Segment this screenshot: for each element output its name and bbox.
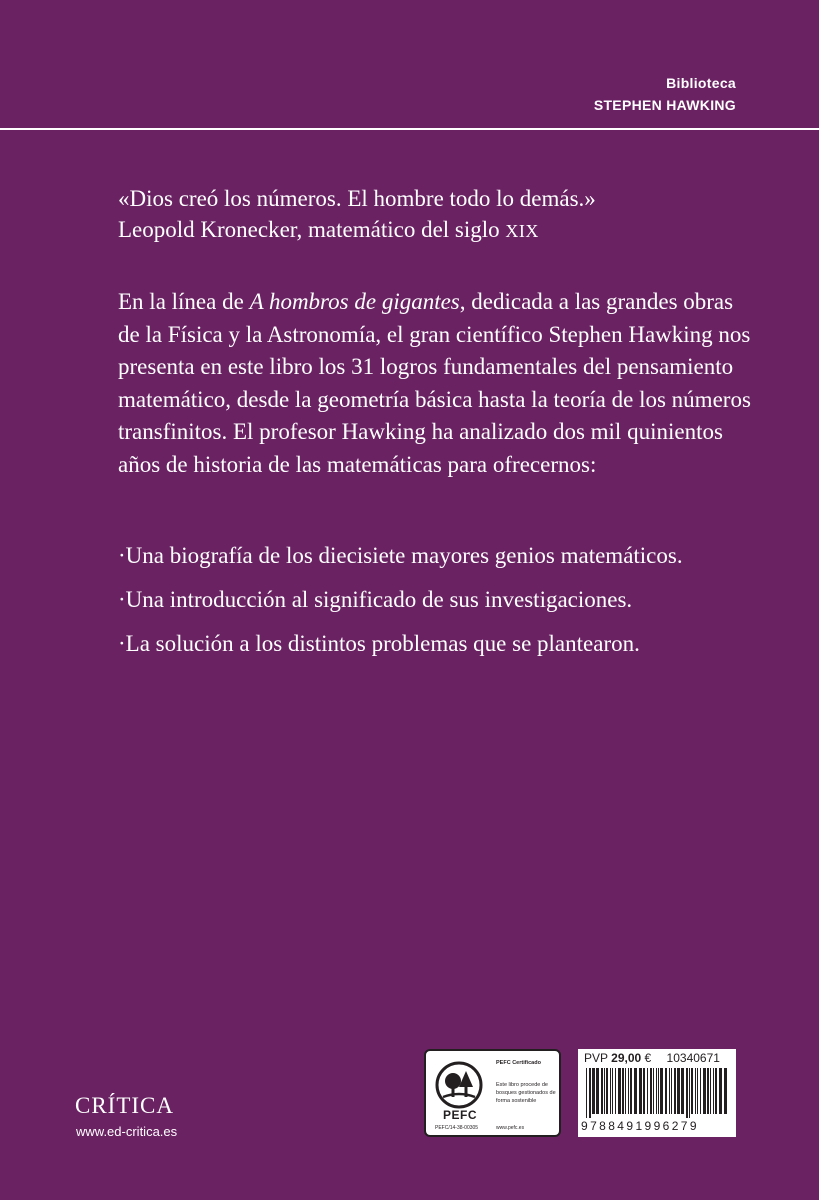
barcode-bar bbox=[686, 1068, 688, 1118]
barcode-bar bbox=[639, 1068, 642, 1114]
attribution-text: Leopold Kronecker, matemático del siglo bbox=[118, 217, 500, 242]
pefc-url: www.pefc.es bbox=[496, 1125, 525, 1131]
epigraph-attribution bbox=[118, 214, 758, 247]
description-lead: En la línea de bbox=[118, 289, 250, 314]
epigraph bbox=[118, 183, 758, 247]
barcode-bar bbox=[671, 1068, 672, 1114]
barcode-bar bbox=[656, 1068, 657, 1114]
barcode-bar bbox=[650, 1068, 652, 1114]
barcode-bar bbox=[719, 1068, 722, 1114]
barcode-bar bbox=[601, 1068, 603, 1114]
pefc-certification-label bbox=[424, 1049, 561, 1137]
barcode-bar bbox=[634, 1068, 637, 1114]
barcode-bar bbox=[707, 1068, 709, 1114]
description-book-title: A hombros de gigantes bbox=[249, 289, 460, 314]
pefc-description: Este libro procede de bosques gestionados de forma sostenible bbox=[496, 1082, 556, 1104]
barcode-bar bbox=[625, 1068, 626, 1114]
product-code: 10340671 bbox=[666, 1051, 720, 1065]
barcode-bar bbox=[653, 1068, 654, 1114]
barcode-bar bbox=[669, 1068, 670, 1114]
barcode-bar bbox=[647, 1068, 648, 1114]
barcode-bar bbox=[610, 1068, 611, 1114]
barcode-bar bbox=[665, 1068, 667, 1114]
barcode-bar bbox=[658, 1068, 659, 1114]
barcode-bar bbox=[697, 1068, 698, 1114]
epigraph-text: «Dios creó los números. El hombre todo lo demás.» bbox=[118, 186, 596, 211]
barcode-bar bbox=[615, 1068, 616, 1114]
price-label: PVP bbox=[584, 1051, 608, 1065]
barcode-bar bbox=[586, 1068, 587, 1118]
attribution-century: XIX bbox=[505, 221, 539, 241]
pefc-logo-word: PEFC bbox=[442, 1108, 477, 1122]
barcode-bar bbox=[643, 1068, 645, 1114]
pefc-title: PEFC Certificado bbox=[496, 1060, 541, 1066]
barcode-bar bbox=[681, 1068, 684, 1114]
price-currency: € bbox=[644, 1051, 652, 1065]
barcode-label bbox=[578, 1049, 736, 1137]
series-label bbox=[594, 72, 736, 116]
series-line-biblioteca: Biblioteca bbox=[666, 75, 736, 91]
bullet-list bbox=[118, 541, 778, 673]
barcode-bar bbox=[660, 1068, 663, 1114]
description bbox=[118, 286, 758, 482]
barcode-bar bbox=[691, 1068, 693, 1114]
barcode-bar bbox=[618, 1068, 621, 1114]
description-paragraph bbox=[118, 286, 758, 482]
barcode-bar bbox=[589, 1068, 591, 1118]
description-body: , dedicada a las grandes obras de la Física y la Astronomía, el gran científico Stephen Hawking nos presenta en este libro los 31 logros fundamentales del pensamiento matemático, desde la geometría básica hasta la teoría de los números transfinitos. El profesor Hawking ha analizado dos mil quinientos años de historia de las matemáticas para ofrecernos: bbox=[118, 289, 751, 477]
bullet-item: ·La solución a los distintos problemas que se plantearon. bbox=[118, 631, 640, 656]
isbn-barcode bbox=[584, 1068, 730, 1118]
barcode-bar bbox=[612, 1068, 613, 1114]
publisher-website: www.ed-critica.es bbox=[76, 1124, 178, 1139]
barcode-bar bbox=[674, 1068, 676, 1114]
barcode-bar bbox=[628, 1068, 629, 1114]
barcode-bar bbox=[695, 1068, 696, 1114]
barcode-bar bbox=[622, 1068, 624, 1114]
barcode-bar bbox=[715, 1068, 717, 1114]
series-line-name: STEPHEN HAWKING bbox=[593, 97, 736, 113]
bullet-item: ·Una biografía de los diecisiete mayores genios matemáticos. bbox=[118, 543, 683, 568]
bullet-item: ·Una introducción al significado de sus investigaciones. bbox=[118, 587, 633, 612]
isbn-number: 9788491996279 bbox=[581, 1119, 699, 1133]
barcode-bar bbox=[630, 1068, 632, 1114]
price-amount: 29,00 bbox=[611, 1051, 642, 1065]
barcode-bar bbox=[592, 1068, 595, 1114]
barcode-bar bbox=[700, 1068, 701, 1114]
pefc-code: PEFC/14-38-00305 bbox=[435, 1125, 479, 1131]
publisher-logo: CRÍTICA bbox=[75, 1093, 174, 1118]
barcode-bar bbox=[724, 1068, 727, 1114]
barcode-bar bbox=[710, 1068, 711, 1114]
barcode-bar bbox=[689, 1068, 690, 1118]
barcode-bar bbox=[606, 1068, 608, 1114]
tree-logo-icon bbox=[435, 1061, 483, 1109]
barcode-bar bbox=[677, 1068, 680, 1114]
price-line bbox=[584, 1051, 720, 1065]
barcode-bar bbox=[596, 1068, 599, 1114]
barcode-bar bbox=[713, 1068, 714, 1114]
barcode-bar bbox=[604, 1068, 605, 1114]
barcode-bar bbox=[703, 1068, 706, 1114]
header-divider bbox=[0, 128, 819, 130]
